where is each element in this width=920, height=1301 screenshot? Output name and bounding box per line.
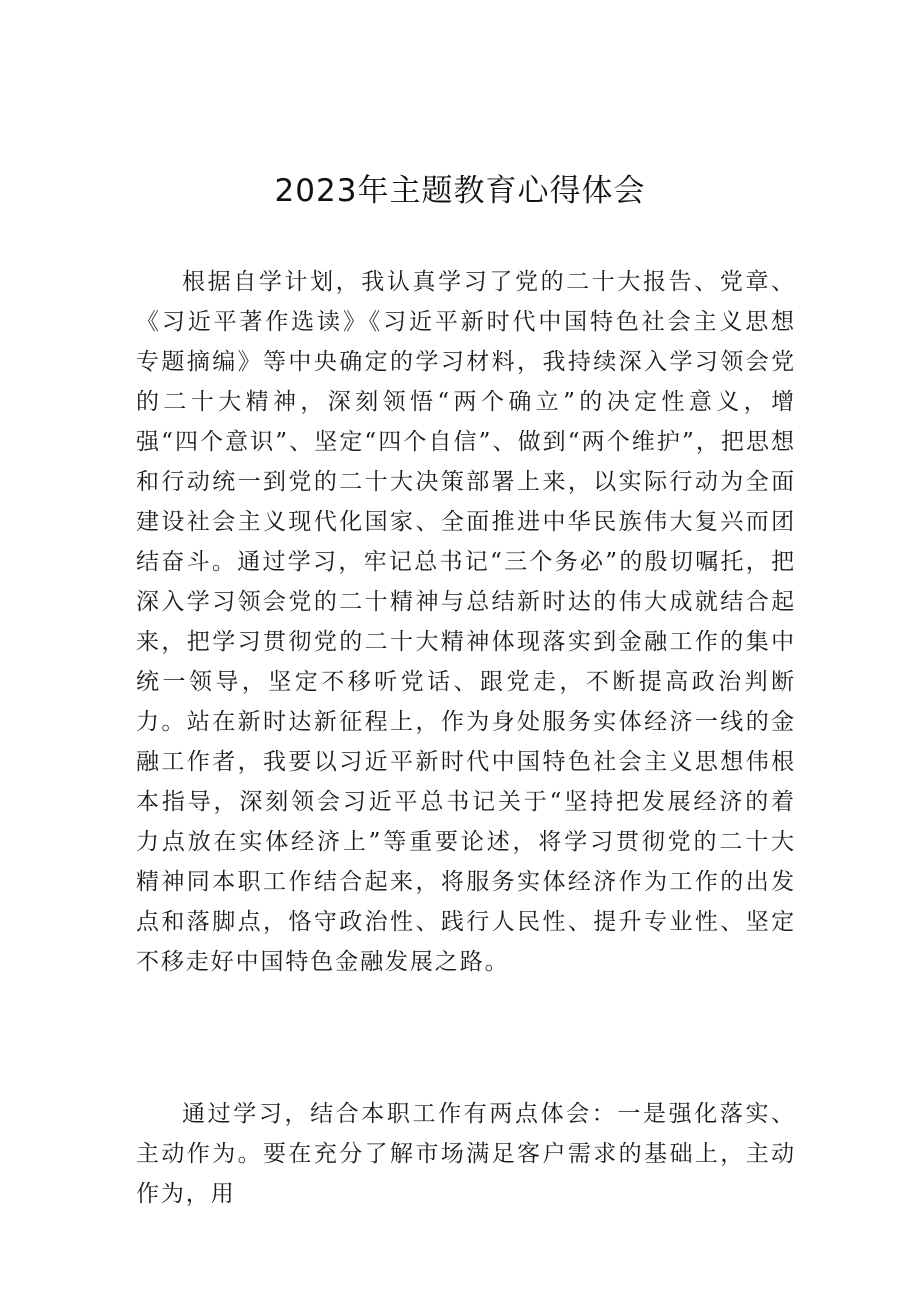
- paragraph-1: 根据自学计划，我认真学习了党的二十大报告、党章、《习近平著作选读》《习近平新时代中国特色社会主义思想专题摘编》等中央确定的学习材料，我持续深入学习领会党的二十大精神，深刻领悟“两个确立”的决定性意义，增强“四个意识”、坚定“四个自信”、做到“两个维护”，把思想和行动统一到党的二十大决策部署上来，以实际行动为全面建设社会主义现代化国家、全面推进中华民族伟大复兴而团结奋斗。通过学习，牢记总书记“三个务必”的殷切嘱托，把深入学习领会党的二十精神与总结新时达的伟大成就结合起来，把学习贯彻党的二十大精神体现落实到金融工作的集中统一领导，坚定不移听党话、跟党走，不断提高政治判断力。站在新时达新征程上，作为身处服务实体经济一线的金融工作者，我要以习近平新时代中国特色社会主义思想伟根本指导，深刻领会习近平总书记关于“坚持把发展经济的着力点放在实体经济上”等重要论述，将学习贯彻党的二十大精神同本职工作结合起来，将服务实体经济作为工作的出发点和落脚点，恪守政治性、践行人民性、提升专业性、坚定不移走好中国特色金融发展之路。: [136, 269, 796, 975]
- paragraph-2: 通过学习，结合本职工作有两点体会：一是强化落实、主动作为。要在充分了解市场满足客户需求的基础上，主动作为，用: [136, 1101, 796, 1207]
- document-title: 2023年主题教育心得体会: [274, 173, 646, 209]
